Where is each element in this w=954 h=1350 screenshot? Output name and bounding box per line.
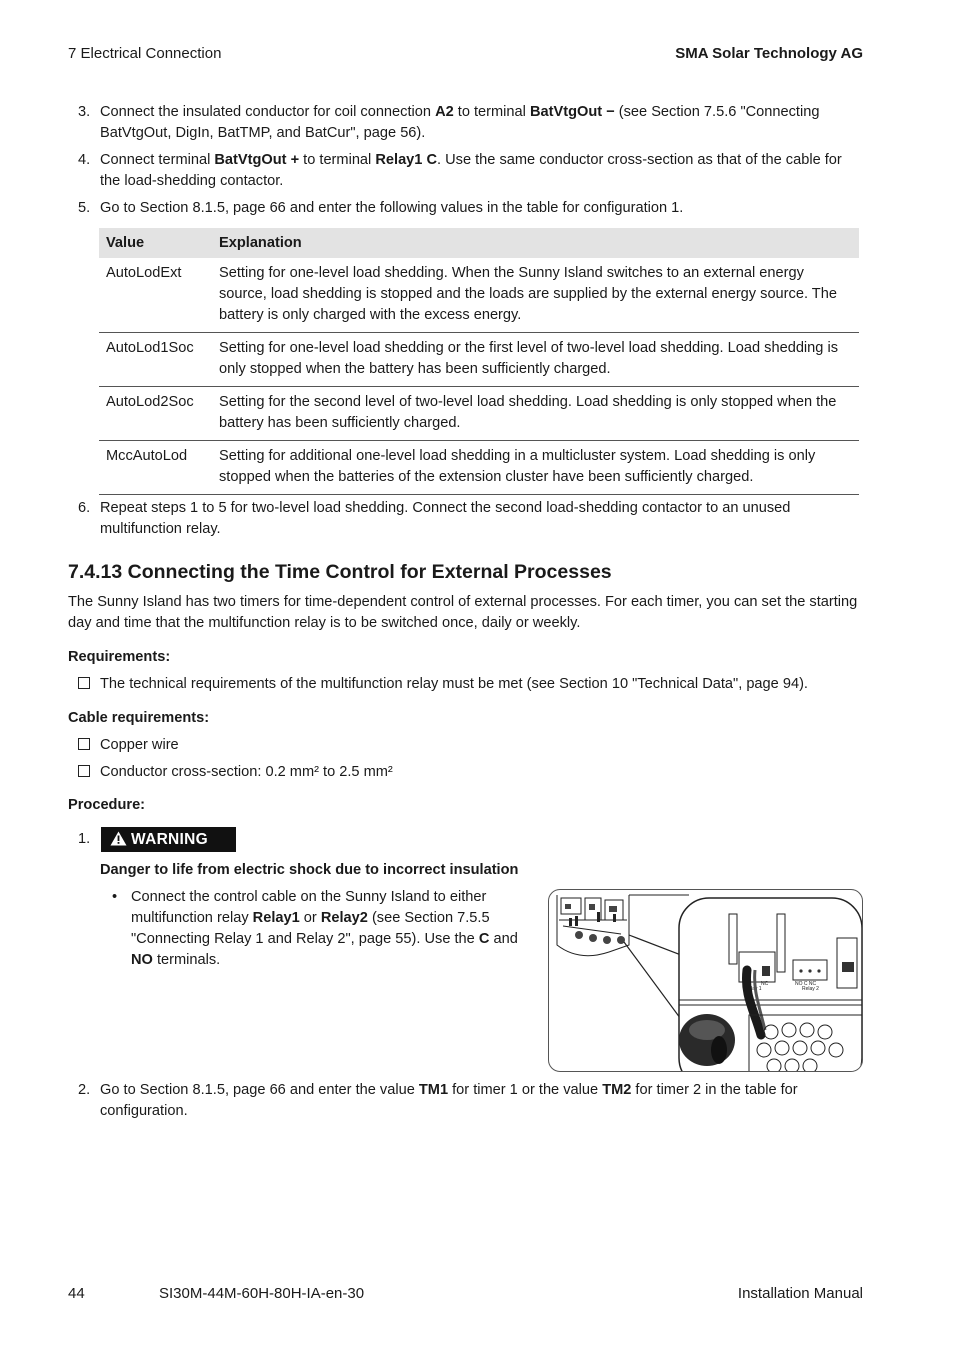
section-heading: 7.4.13 Connecting the Time Control for External Processes (68, 561, 612, 583)
bold-term: TM2 (602, 1082, 632, 1098)
step-text (100, 198, 863, 219)
cable-requirements-label: Cable requirements: (68, 710, 210, 726)
text-run: for timer 2 in the table for configuration. (100, 1082, 798, 1119)
requirement-text: The technical requirements of the multifunction relay must be met (see Section 10 "Technical Data", page 94). (100, 676, 808, 692)
bold-term: Relay2 (320, 910, 368, 926)
procedure-step-2 (78, 1080, 863, 1122)
step-text (100, 150, 863, 192)
step-3 (78, 102, 863, 144)
configuration-values-table (99, 228, 859, 495)
step-text (100, 1080, 863, 1122)
manual-title: Installation Manual (737, 1285, 863, 1302)
requirement-item (78, 674, 808, 695)
table-row (99, 333, 859, 387)
bold-term: NO (131, 952, 153, 968)
step-number: 5. (78, 200, 91, 216)
step-number: 3. (78, 104, 91, 120)
relay2-terminal-label: NO C NC (795, 981, 817, 987)
chapter-header: 7 Electrical Connection (68, 45, 222, 62)
explanation-cell: Setting for the second level of two-level load shedding. Load shedding is only stopped when the battery has been sufficiently charged. (212, 387, 859, 441)
value-cell: AutoLod1Soc (99, 333, 212, 387)
cable-requirement-text: Conductor cross-section: 0.2 mm² to 2.5 mm² (100, 764, 393, 780)
value-cell: AutoLodExt (99, 258, 212, 333)
bold-term: TM1 (418, 1082, 449, 1098)
section-intro: The Sunny Island has two timers for time-dependent control of external processes. For each timer, you can set the starting day and time that the multifunction relay is to be switched once, daily or weekly. (68, 594, 858, 631)
relay-connection-figure (548, 889, 863, 1072)
relay2-name-label: Relay 2 (802, 986, 819, 992)
bold-term: Relay1 (252, 910, 300, 926)
step-number: 4. (78, 152, 91, 168)
cable-requirement-item (78, 735, 179, 756)
text-run: (see Section 7.5.6 "Connecting BatVtgOut, DigIn, BatTMP, and BatCur", page 56). (100, 104, 820, 141)
explanation-cell: Setting for additional one-level load shedding in a multicluster system. Load shedding is only stopped when the batteries of the extension cluster have been sufficiently charged. (212, 441, 859, 495)
step-number: 6. (78, 500, 91, 516)
checkbox-icon (78, 738, 90, 750)
text-run: to terminal (299, 152, 376, 168)
document-id: SI30M-44M-60H-80H-IA-en-30 (159, 1285, 365, 1302)
text-run: Go to Section 8.1.5, page 66 and enter the value (100, 1082, 419, 1098)
requirements-label: Requirements: (68, 649, 171, 665)
bold-term: C (478, 931, 490, 947)
table-row (99, 387, 859, 441)
step-number: 1. (78, 831, 91, 847)
warning-badge (101, 827, 236, 852)
procedure-label: Procedure: (68, 797, 146, 813)
text-run: Connect terminal (100, 152, 215, 168)
page-number: 44 (68, 1285, 85, 1302)
value-cell: AutoLod2Soc (99, 387, 212, 441)
company-header: SMA Solar Technology AG (675, 45, 863, 62)
bullet-text (131, 887, 532, 971)
checkbox-icon (78, 765, 90, 777)
step-text: Repeat steps 1 to 5 for two-level load shedding. Connect the second load-shedding contactor to an unused multifunction relay. (100, 500, 791, 537)
step-6 (78, 498, 863, 540)
relay1-terminal-label: NC (761, 981, 769, 987)
cable-requirement-text: Copper wire (100, 737, 179, 753)
bullet-icon: • (112, 889, 118, 905)
table-row (99, 441, 859, 495)
text-run: Go to Section 8.1.5, page 66 and enter the following values in the table for configuration 1. (100, 200, 684, 216)
text-run: to terminal (453, 104, 530, 120)
step-number: 2. (78, 1082, 91, 1098)
step-4 (78, 150, 863, 192)
table-row (99, 258, 859, 333)
text-run: Connect the insulated conductor for coil connection (100, 104, 436, 120)
warning-label: WARNING (131, 831, 209, 848)
text-run: or (299, 910, 321, 926)
text-run: for timer 1 or the value (448, 1082, 603, 1098)
column-header-explanation: Explanation (212, 228, 859, 258)
checkbox-icon (78, 677, 90, 689)
text-run: terminals. (152, 952, 221, 968)
bold-term: Relay1 C (375, 152, 438, 168)
text-run: (see Section 7.5.5 "Connecting Relay 1 and Relay 2", page 55). Use the (131, 910, 490, 947)
column-header-value: Value (99, 228, 212, 258)
step-5 (78, 198, 863, 219)
bold-term: BatVtgOut − (529, 104, 615, 120)
relay1-name-label: lay 1 (751, 986, 762, 992)
step-text (100, 102, 863, 144)
text-run: . Use the same conductor cross-section as that of the cable for the load-shedding contactor. (100, 152, 842, 189)
bold-term: BatVtgOut + (214, 152, 300, 168)
cable-requirement-item (78, 762, 393, 783)
text-run: Connect the control cable on the Sunny Island to either multifunction relay (131, 889, 487, 926)
value-cell: MccAutoLod (99, 441, 212, 495)
bold-term: A2 (435, 104, 454, 120)
warning-triangle-icon (110, 827, 127, 852)
warning-bullet (112, 887, 532, 971)
warning-title: Danger to life from electric shock due to incorrect insulation (100, 862, 519, 878)
explanation-cell: Setting for one-level load shedding. When the Sunny Island switches to an external energy source, load shedding is stopped and the loads are supplied by the external energy source. The battery is only charged with the excess energy. (212, 258, 859, 333)
table-header-row (99, 228, 859, 258)
explanation-cell: Setting for one-level load shedding or the first level of two-level load shedding. Load shedding is only stopped when the battery has been sufficiently charged. (212, 333, 859, 387)
relay-illustration (549, 890, 862, 1071)
text-run: and (489, 931, 518, 947)
